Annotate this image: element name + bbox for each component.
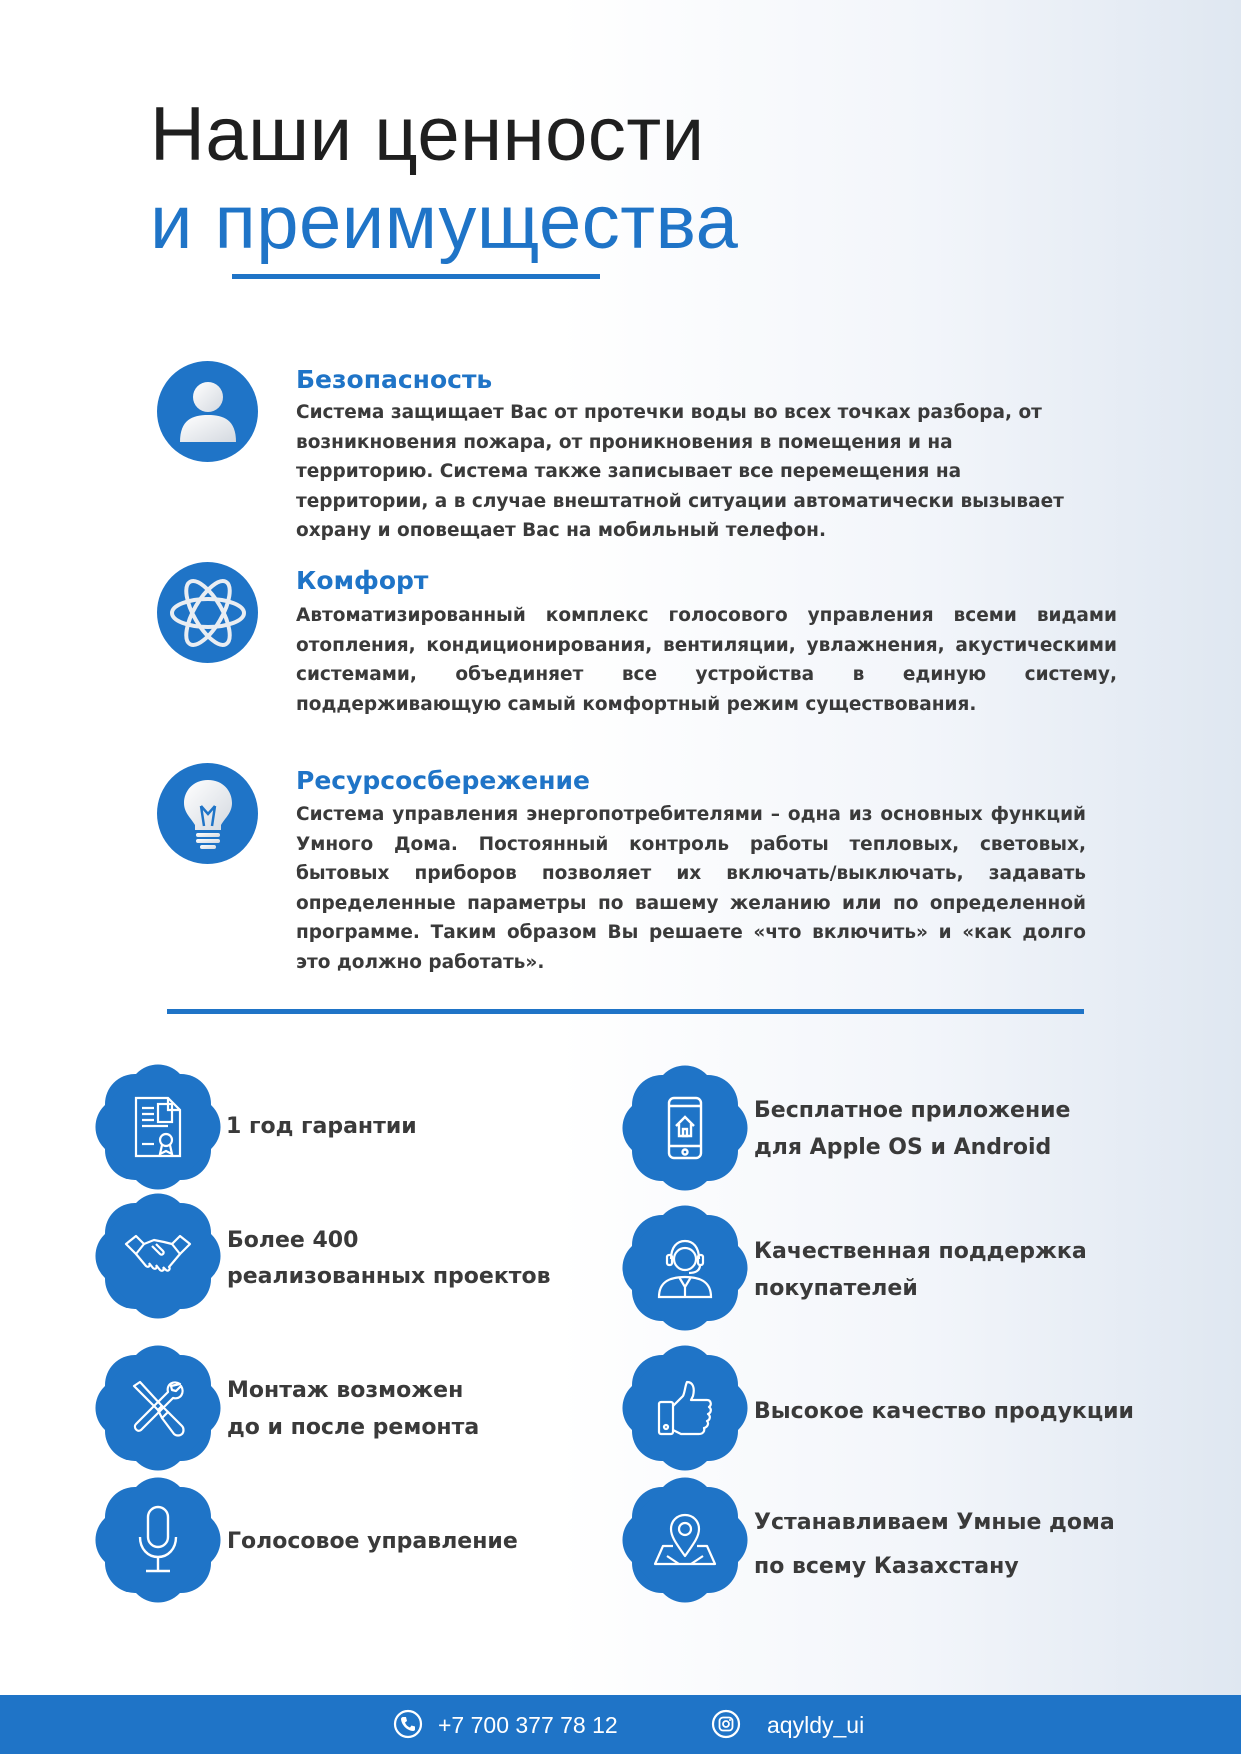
handshake-icon	[105, 1203, 211, 1309]
feature-projects-line1: Более 400	[227, 1228, 359, 1253]
page-title-line2: и преимущества	[150, 180, 739, 265]
title-underline	[232, 274, 600, 279]
tools-icon	[105, 1355, 211, 1461]
feature-app-line2: для Apple OS и Android	[754, 1135, 1052, 1160]
atom-icon	[157, 562, 258, 663]
instagram-icon	[711, 1709, 741, 1739]
microphone-icon	[105, 1487, 211, 1593]
support-operator-icon	[632, 1215, 738, 1321]
thumbs-up-icon	[632, 1355, 738, 1461]
user-icon	[157, 361, 258, 462]
value-text-safety: Система защищает Вас от протечки воды во всех точках разбора, от возникновения пожара, от проникновения в помещения и на территорию. Система также записывает все перемещения на территории, а в случае внештатной ситуации автоматически вызывает охрану и оповещает Вас на мобильный телефон.	[296, 402, 1064, 541]
feature-install-line1: Монтаж возможен	[227, 1378, 464, 1403]
section-divider	[167, 1009, 1084, 1014]
value-title-resource: Ресурсосбережение	[296, 766, 590, 795]
feature-support-line1: Качественная поддержка	[754, 1239, 1087, 1264]
feature-support-line2: покупателей	[754, 1276, 918, 1301]
lightbulb-icon	[157, 763, 258, 864]
feature-coverage-line1: Устанавливаем Умные дома	[754, 1510, 1115, 1535]
footer-phone[interactable]: +7 700 377 78 12	[438, 1712, 618, 1738]
feature-quality: Высокое качество продукции	[754, 1399, 1134, 1424]
certificate-icon	[105, 1074, 211, 1180]
footer-instagram[interactable]: aqyldy_ui	[767, 1712, 865, 1738]
feature-voice: Голосовое управление	[227, 1529, 518, 1554]
value-title-safety: Безопасность	[296, 365, 493, 394]
smartphone-home-icon	[632, 1075, 738, 1181]
feature-install-line2: до и после ремонта	[227, 1415, 480, 1440]
feature-coverage-line2: по всему Казахстану	[754, 1554, 1019, 1579]
value-text-resource: Система управления энергопотребителями – одна из основных функций Умного Дома. Постоянный контроль работы тепловых, световых, бытовых приборов позволяет их включать/выключать, задавать определенные параметры по вашему желанию или по определенной программе. Таким образом Вы решаете «что включить» и «как долго это должно работать».	[296, 804, 1086, 973]
phone-icon	[393, 1709, 423, 1739]
value-text-comfort: Автоматизированный комплекс голосового управления всеми видами отопления, кондиционирования, вентиляции, увлажнения, акустическими системами, объединяет все устройства в единую систему, поддерживающую самый комфортный режим существования.	[296, 605, 1117, 715]
feature-projects-line2: реализованных проектов	[227, 1264, 551, 1289]
map-pin-icon	[632, 1487, 738, 1593]
footer-bar	[0, 1695, 1241, 1754]
feature-app-line1: Бесплатное приложение	[754, 1098, 1071, 1123]
feature-warranty: 1 год гарантии	[226, 1114, 417, 1139]
value-title-comfort: Комфорт	[296, 566, 429, 595]
page-title-line1: Наши ценности	[150, 92, 705, 177]
